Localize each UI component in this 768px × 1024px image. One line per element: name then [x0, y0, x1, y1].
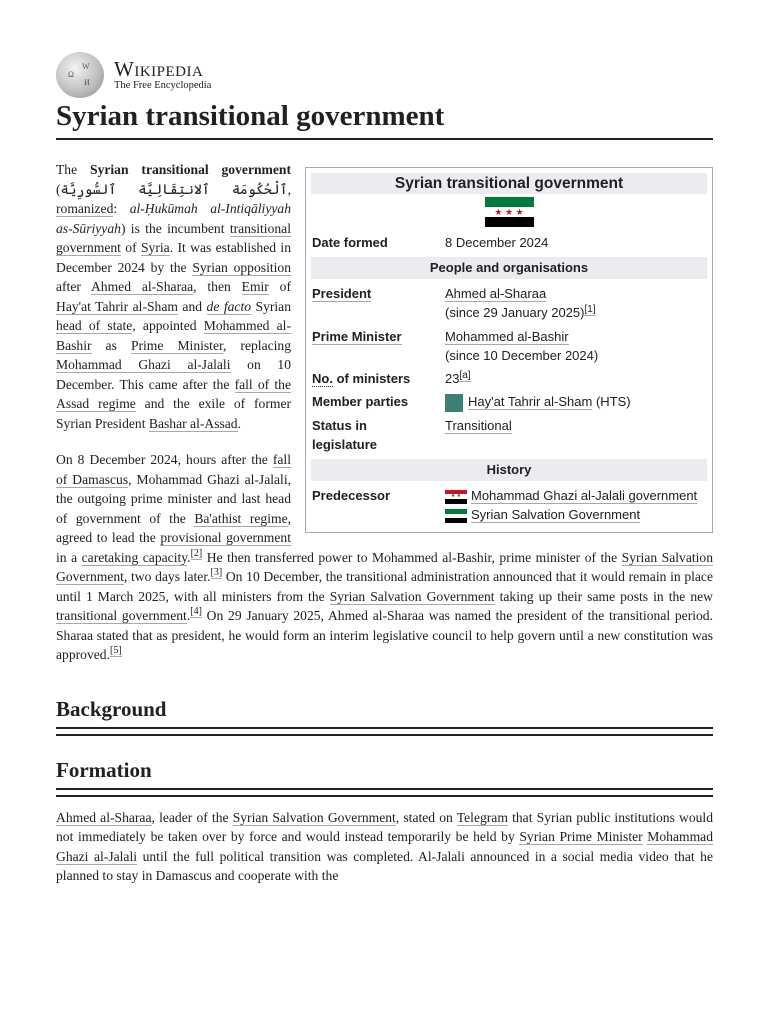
reference-link[interactable]: [2]	[190, 547, 203, 559]
italic-text: al-Ḥukūmah al-Intiqāliyyah as-Sūriyyah	[56, 201, 291, 236]
article-link[interactable]: romanized	[56, 201, 114, 216]
text-segment: , replacing	[222, 337, 292, 353]
text-segment: , two days later.	[123, 569, 211, 584]
text-segment: . It was established in December 2024 by the	[56, 240, 291, 275]
text-segment: , leader of the	[151, 809, 233, 825]
reference-link[interactable]: [4]	[190, 606, 202, 618]
president-label-link[interactable]: President	[312, 286, 372, 302]
ministers-count: 23	[445, 371, 460, 387]
party-abbr: (HTS)	[592, 394, 631, 410]
infobox-row-date-formed: Date formed 8 December 2024	[312, 235, 549, 250]
article-link[interactable]: fall of the Assad regime	[56, 376, 292, 411]
paragraph	[56, 808, 713, 886]
text-segment: after	[56, 279, 91, 294]
text-segment: ,	[287, 181, 291, 197]
predecessor-link-salvation[interactable]: Syrian Salvation Government	[471, 507, 641, 523]
article-link[interactable]: Hay'at Tahrir al-Sham	[56, 298, 178, 314]
text-segment: ٱلْحُكُومَة ٱلانتِقَالِيَّة ٱلسُّورِيَّة	[60, 181, 288, 197]
predecessor-link-jalali[interactable]: Mohammad Ghazi al-Jalali government	[471, 488, 698, 504]
article-link[interactable]: head of state	[56, 318, 133, 333]
reference	[191, 548, 203, 560]
text-segment: ) is the incumbent	[120, 220, 230, 236]
article-link[interactable]: de facto	[206, 298, 252, 314]
prime-minister-link[interactable]: Mohammed al-Bashir	[445, 328, 569, 344]
article-link[interactable]: transitional government	[56, 220, 291, 255]
party-color-swatch	[445, 394, 463, 412]
text-segment: He then transferred power to Mohammed al-Bashir, prime minister of the	[202, 549, 622, 565]
article-link[interactable]: Ahmed al-Sharaa	[90, 279, 194, 294]
president-link[interactable]: Ahmed al-Sharaa	[445, 286, 547, 302]
article-link[interactable]: Emir	[241, 279, 269, 294]
bold-term: Syrian transitional government	[90, 162, 291, 177]
article-link[interactable]: Syrian Salvation Government	[56, 549, 714, 584]
article-link[interactable]: Mohammed al-Bashir	[56, 318, 291, 353]
text-segment: that Syrian public institutions would not immediately be taken over by force and would instead temporarily be held by	[56, 809, 714, 844]
text-segment: , stated on	[395, 809, 457, 825]
ministers-label: of ministers	[332, 371, 411, 387]
text-segment: and	[177, 298, 207, 314]
article-link[interactable]: Ahmed al-Sharaa	[56, 809, 152, 825]
article-link[interactable]: Syria	[141, 240, 170, 255]
infobox	[305, 167, 713, 533]
wikipedia-logo[interactable]	[56, 52, 713, 98]
text-segment: Syrian	[251, 298, 291, 314]
reference	[110, 645, 122, 657]
section-heading-formation: Formation	[56, 756, 713, 790]
text-segment: , Mohammad Ghazi al-Jalali, the outgoing prime minister and last head of government of the	[56, 471, 291, 526]
text-segment: of	[268, 279, 291, 294]
wikipedia-globe-icon: Ω W И	[56, 52, 104, 98]
text-segment: and the exile of former Syrian President	[56, 396, 292, 431]
text-segment: taking up their same posts in the new	[494, 588, 714, 604]
prime-minister-label-link[interactable]: Prime Minister	[312, 328, 402, 344]
text-segment: , appointed	[132, 318, 204, 333]
page-title: Syrian transitional government	[56, 98, 713, 140]
text-segment: , then	[193, 279, 242, 294]
text-segment: , agreed to lead the	[56, 510, 292, 545]
article-link[interactable]: Bashar al-Assad	[148, 415, 238, 431]
article-link[interactable]: transitional government	[56, 608, 187, 623]
article-link[interactable]: Prime Minister	[130, 337, 223, 353]
text-segment: :	[113, 201, 130, 216]
syrian-flag-icon[interactable]: ★ ★ ★	[485, 197, 534, 227]
text-segment: until the full political transition was completed. Al-Jalali announced in a social media video that he planned to stay in Damascus and cooperate with the	[56, 848, 713, 883]
article-link[interactable]: Telegram	[456, 809, 508, 825]
syrian-arab-republic-flag-icon: ★ ★	[445, 490, 467, 504]
infobox-header-people: People and organisations	[311, 257, 707, 279]
reference-link[interactable]: [5]	[109, 645, 122, 657]
party-link[interactable]: Hay'at Tahrir al-Sham	[468, 394, 593, 410]
article-page	[56, 52, 713, 903]
text-segment: .	[187, 549, 191, 565]
reference-link[interactable]: [3]	[210, 567, 223, 579]
infobox-header-history: History	[311, 459, 707, 481]
article-link[interactable]: Mohammad Ghazi al-Jalali	[56, 357, 231, 372]
salvation-government-flag-icon	[445, 509, 467, 523]
text-segment: on 10 December. This came after the	[56, 357, 291, 392]
text-segment: .	[237, 415, 242, 431]
article-link[interactable]: fall of Damascus	[56, 452, 291, 487]
article-link[interactable]: Syrian Prime Minister	[519, 829, 643, 844]
status-link[interactable]: Transitional	[445, 417, 512, 433]
infobox-row-status: Status in legislature Transitional	[312, 417, 512, 452]
text-segment: (	[56, 181, 61, 197]
logo-tagline: The Free Encyclopedia	[114, 80, 212, 91]
article-link[interactable]: Ba'athist regime	[194, 510, 288, 526]
article-link[interactable]: Mohammad Ghazi al-Jalali	[56, 829, 713, 864]
article-link[interactable]: Syrian Salvation Government	[329, 588, 495, 604]
infobox-row-prime-minister	[311, 325, 707, 367]
reference	[190, 606, 202, 618]
logo-wordmark: Wikipedia	[114, 57, 204, 81]
text-segment: .	[186, 608, 191, 623]
note-link[interactable]: [a]	[459, 369, 471, 381]
text-segment: of	[120, 240, 141, 255]
text-segment: The	[56, 162, 91, 177]
reference	[211, 567, 223, 579]
section-heading-background: Background	[56, 695, 713, 729]
article-link[interactable]: Syrian Salvation Government	[232, 809, 396, 825]
article-link[interactable]: Syrian opposition	[192, 259, 291, 275]
article-link[interactable]: caretaking capacity	[81, 549, 188, 565]
infobox-title: Syrian transitional government	[311, 173, 707, 194]
pm-since: (since 10 December 2024)	[445, 347, 599, 363]
infobox-row-ministers	[311, 367, 707, 390]
infobox-row-predecessor: Predecessor ★ ★ Mohammad Ghazi al-Jalali government Syrian Salvation Government	[312, 488, 698, 523]
text-segment: in a	[56, 549, 82, 565]
text-segment: as	[91, 337, 131, 353]
infobox-row-president	[311, 282, 707, 324]
article-content	[56, 160, 713, 886]
article-link[interactable]: provisional government	[160, 530, 291, 545]
reference-link[interactable]: [1]	[584, 304, 596, 316]
infobox-row-parties: Member parties Hay'at Tahrir al-Sham (HTS)	[311, 390, 707, 414]
text-segment: On 29 January 2025, Ahmed al-Sharaa was named the president of the transitional period. Sharaa stated that as president, he would form an interim legislative council to help govern until a new constitution was approved.	[56, 608, 713, 662]
president-since: (since 29 January 2025)	[445, 305, 585, 321]
text-segment: On 10 December, the transitional administration announced that it would remain in place until 1 March 2025, with all ministers from the	[56, 569, 713, 604]
text-segment: On 8 December 2024, hours after the	[56, 452, 273, 467]
number-abbr: No.	[312, 371, 333, 387]
